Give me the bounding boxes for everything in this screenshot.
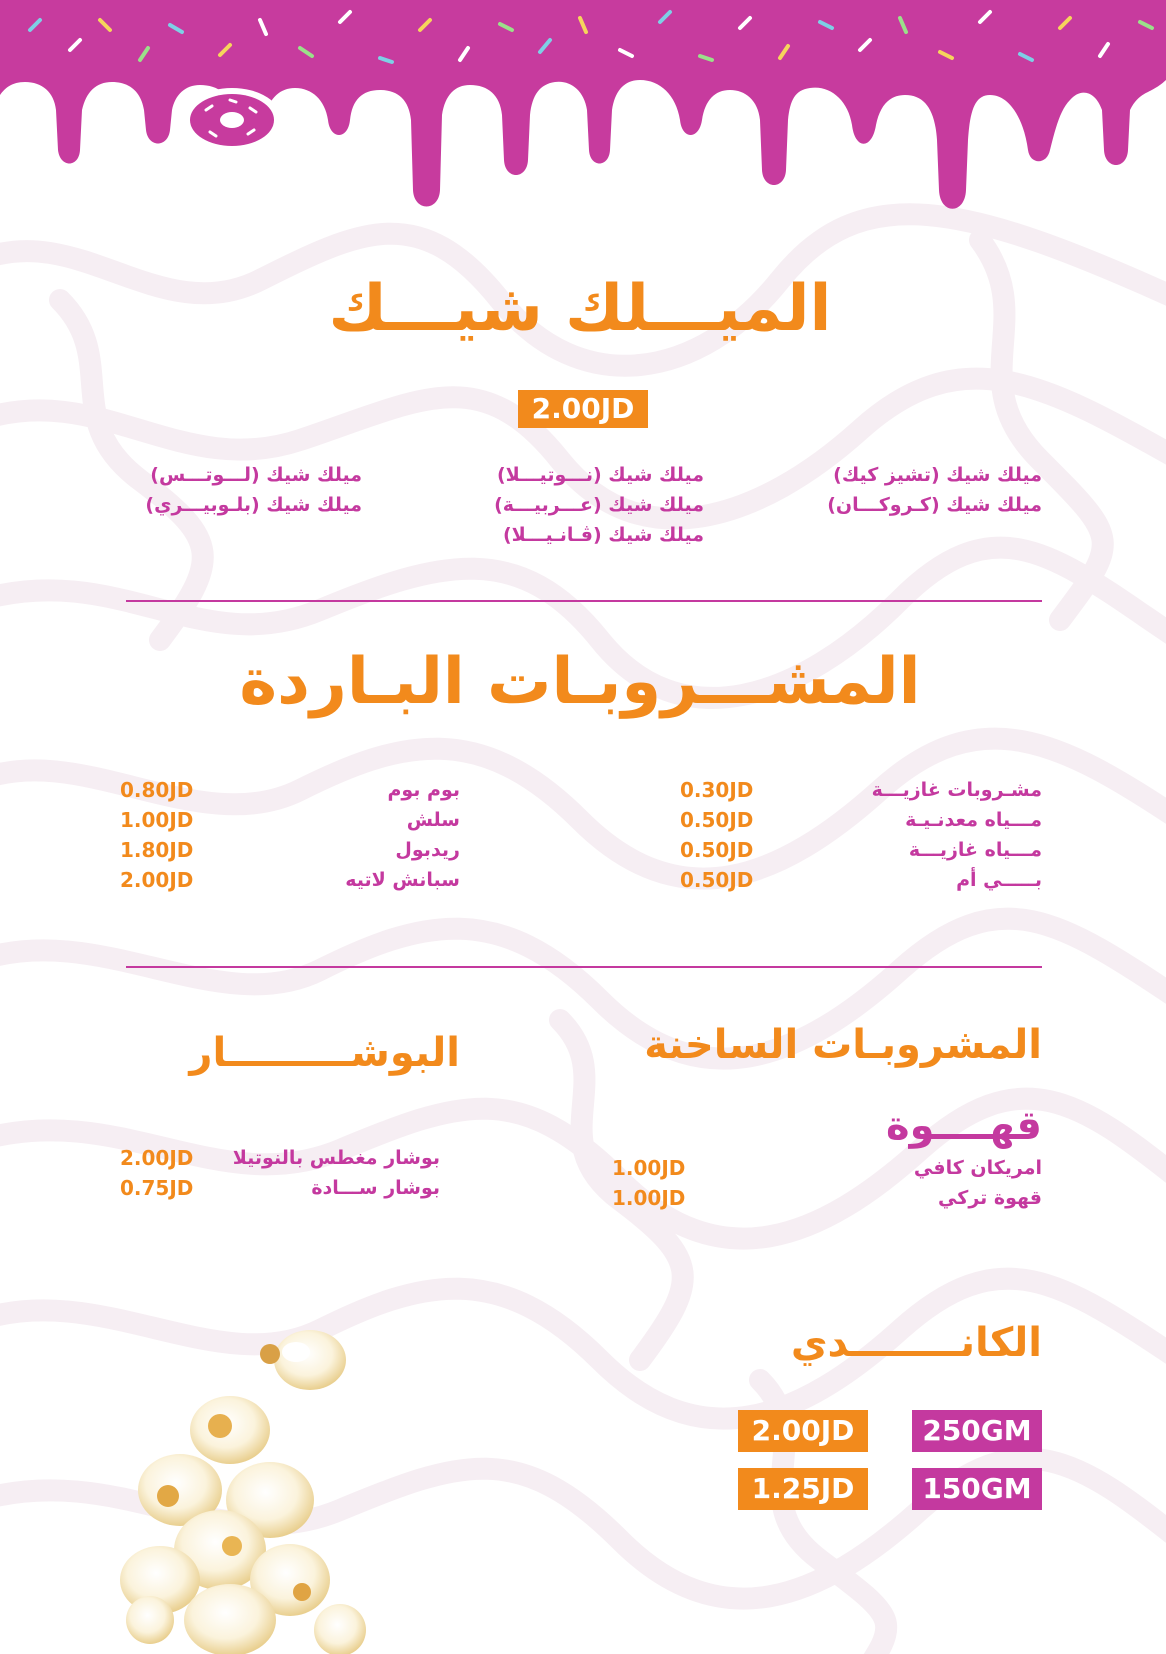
section-divider: [126, 600, 1042, 602]
cold-drinks-left-list: [120, 775, 460, 895]
milkshake-col-left: [100, 460, 362, 520]
milkshake-item: ميلك شيك (عـــربيـــة): [494, 494, 704, 516]
item-price: 0.50JD: [680, 808, 754, 832]
item-price: 1.00JD: [120, 808, 194, 832]
item-name: بوشار ســـادة: [311, 1177, 440, 1199]
list-item: [612, 1183, 1042, 1213]
item-price: 2.00JD: [120, 868, 194, 892]
popcorn-title: البوشـــــــــار: [189, 1030, 460, 1076]
list-item: [680, 805, 1042, 835]
item-name: بـــــي أم: [956, 869, 1042, 891]
list-item: [120, 1173, 440, 1203]
list-item: [120, 775, 460, 805]
item-name: مـــياه غازيـــة: [908, 839, 1042, 861]
item-price: 1.00JD: [612, 1156, 686, 1180]
milkshake-item: ميلك شيك (بلـوبيـــري): [145, 494, 362, 516]
list-item: [680, 835, 1042, 865]
milkshake-item: ميلك شيك (نـــوتيـــلا): [496, 464, 704, 486]
item-name: قهوة تركي: [938, 1187, 1042, 1209]
list-item: [680, 865, 1042, 895]
milkshake-col-middle: [440, 460, 704, 550]
milkshake-title: الميـــلك شيـــك: [328, 272, 832, 346]
item-price: 0.50JD: [680, 868, 754, 892]
item-price: 0.30JD: [680, 778, 754, 802]
item-price: 1.80JD: [120, 838, 194, 862]
milkshake-price-badge: 2.00JD: [518, 390, 648, 428]
item-name: بوم بوم: [387, 779, 460, 801]
item-price: 1.00JD: [612, 1186, 686, 1210]
list-item: [120, 805, 460, 835]
item-price: 0.75JD: [120, 1176, 194, 1200]
milkshake-col-right: [760, 460, 1042, 520]
coffee-subtitle: قهــــوة: [886, 1103, 1042, 1149]
list-item: [120, 1143, 440, 1173]
pink-drip-header: [0, 0, 1166, 220]
item-name: مـــياه معدنـيـة: [905, 809, 1042, 831]
candy-price-badge: 2.00JD: [738, 1410, 868, 1452]
item-price: 2.00JD: [120, 1146, 194, 1170]
item-price: 0.80JD: [120, 778, 194, 802]
candy-weight-badge: 150GM: [912, 1468, 1042, 1510]
section-divider: [126, 966, 1042, 968]
item-name: سبانش لاتيه: [345, 869, 460, 891]
candy-title: الكانــــــــدي: [790, 1320, 1042, 1366]
candy-weight-badge: 250GM: [912, 1410, 1042, 1452]
list-item: [680, 775, 1042, 805]
item-price: 0.50JD: [680, 838, 754, 862]
cold-drinks-right-list: [680, 775, 1042, 895]
list-item: [612, 1153, 1042, 1183]
item-name: امريكان كافي: [913, 1157, 1042, 1179]
candy-price-badge: 1.25JD: [738, 1468, 868, 1510]
cold-drinks-title: المشـــروبـات البـاردة: [239, 645, 921, 719]
milkshake-item: ميلك شيك (كـروكـــان): [827, 494, 1042, 516]
hot-drinks-title: المشروبـات الساخنة: [644, 1022, 1042, 1068]
item-name: سلش: [406, 809, 460, 831]
popcorn-illustration: [120, 1300, 440, 1654]
item-name: مشـروبات غازيـــة: [871, 779, 1042, 801]
milkshake-item: ميلك شيك (ڤـانـيـــلا): [502, 524, 704, 546]
list-item: [120, 835, 460, 865]
popcorn-list: [120, 1143, 440, 1203]
item-name: ريدبول: [395, 839, 460, 861]
item-name: بوشار مغطس بالنوتيلا: [232, 1147, 440, 1169]
donut-logo-icon: [176, 80, 288, 156]
list-item: [120, 865, 460, 895]
milkshake-item: ميلك شيك (تشيز كيك): [833, 464, 1042, 486]
hot-drinks-list: [612, 1153, 1042, 1213]
milkshake-item: ميلك شيك (لـــوتـــس): [150, 464, 362, 486]
